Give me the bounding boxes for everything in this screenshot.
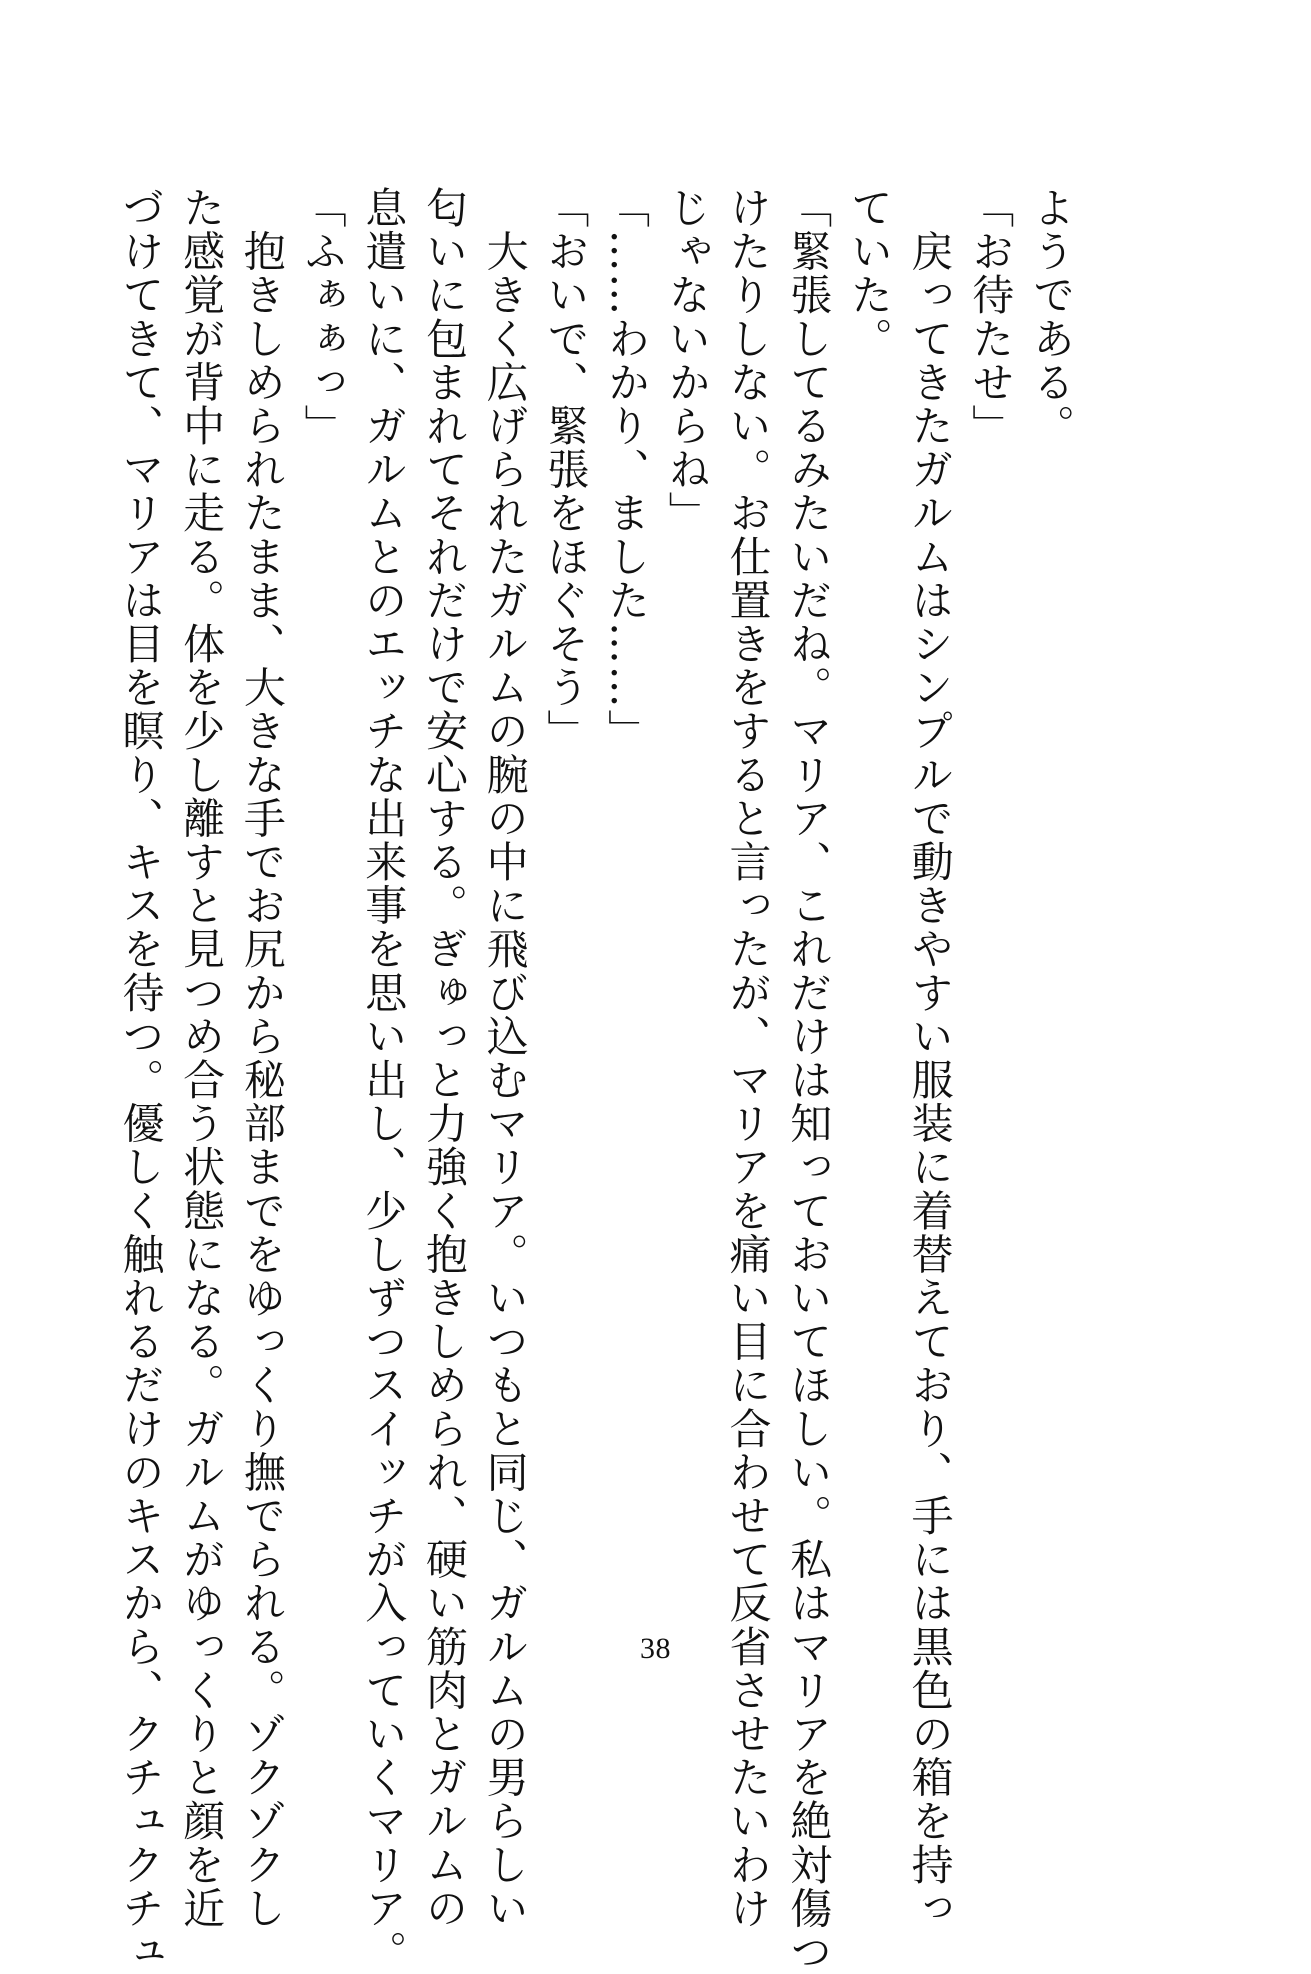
text-line: 大きく広げられたガルムの腕の中に飛び込むマリア。いつもと同じ、ガルムの男らしい — [480, 186, 530, 1930]
text-line: づけてきて、マリアは目を瞑り、キスを待つ。優しく触れるだけのキスから、クチュクチュ — [116, 186, 166, 1974]
text-line: 戻ってきたガルムはシンプルで動きやすい服装に着替えており、手には黒色の箱を持っ — [905, 186, 955, 1930]
text-line: けたりしない。お仕置きをすると言ったが、マリアを痛い目に合わせて反省させたいわけ — [723, 186, 773, 1930]
page-number: 38 — [640, 1632, 671, 1665]
text-line: 息遣いに、ガルムとのエッチな出来事を思い出し、少しずつスイッチが入っていくマリア。 — [359, 186, 409, 1974]
text-line: ようである。 — [1027, 186, 1076, 448]
text-line: 抱きしめられたまま、大きな手でお尻から秘部までをゆっくり撫でられる。ゾクゾクし — [237, 186, 287, 1930]
text-line: 「お待たせ」 — [966, 186, 1016, 448]
text-line: じゃないからね」 — [662, 186, 712, 535]
text-line: 匂いに包まれてそれだけで安心する。ぎゅっと力強く抱きしめられ、硬い筋肉とガルムの — [419, 186, 469, 1930]
text-line: ていた。 — [844, 186, 894, 361]
text-line: 「おいで、緊張をほぐそう」 — [541, 186, 591, 753]
text-line: た感覚が背中に走る。体を少し離すと見つめ合う状態になる。ガルムがゆっくりと顔を近 — [177, 186, 227, 1930]
text-line: 「ふぁぁっ」 — [298, 186, 348, 448]
text-line: 「……わかり、ました……」 — [602, 186, 652, 753]
text-line: 「緊張してるみたいだね。マリア、これだけは知っておいてほしい。私はマリアを絶対傷つ — [784, 186, 834, 1974]
